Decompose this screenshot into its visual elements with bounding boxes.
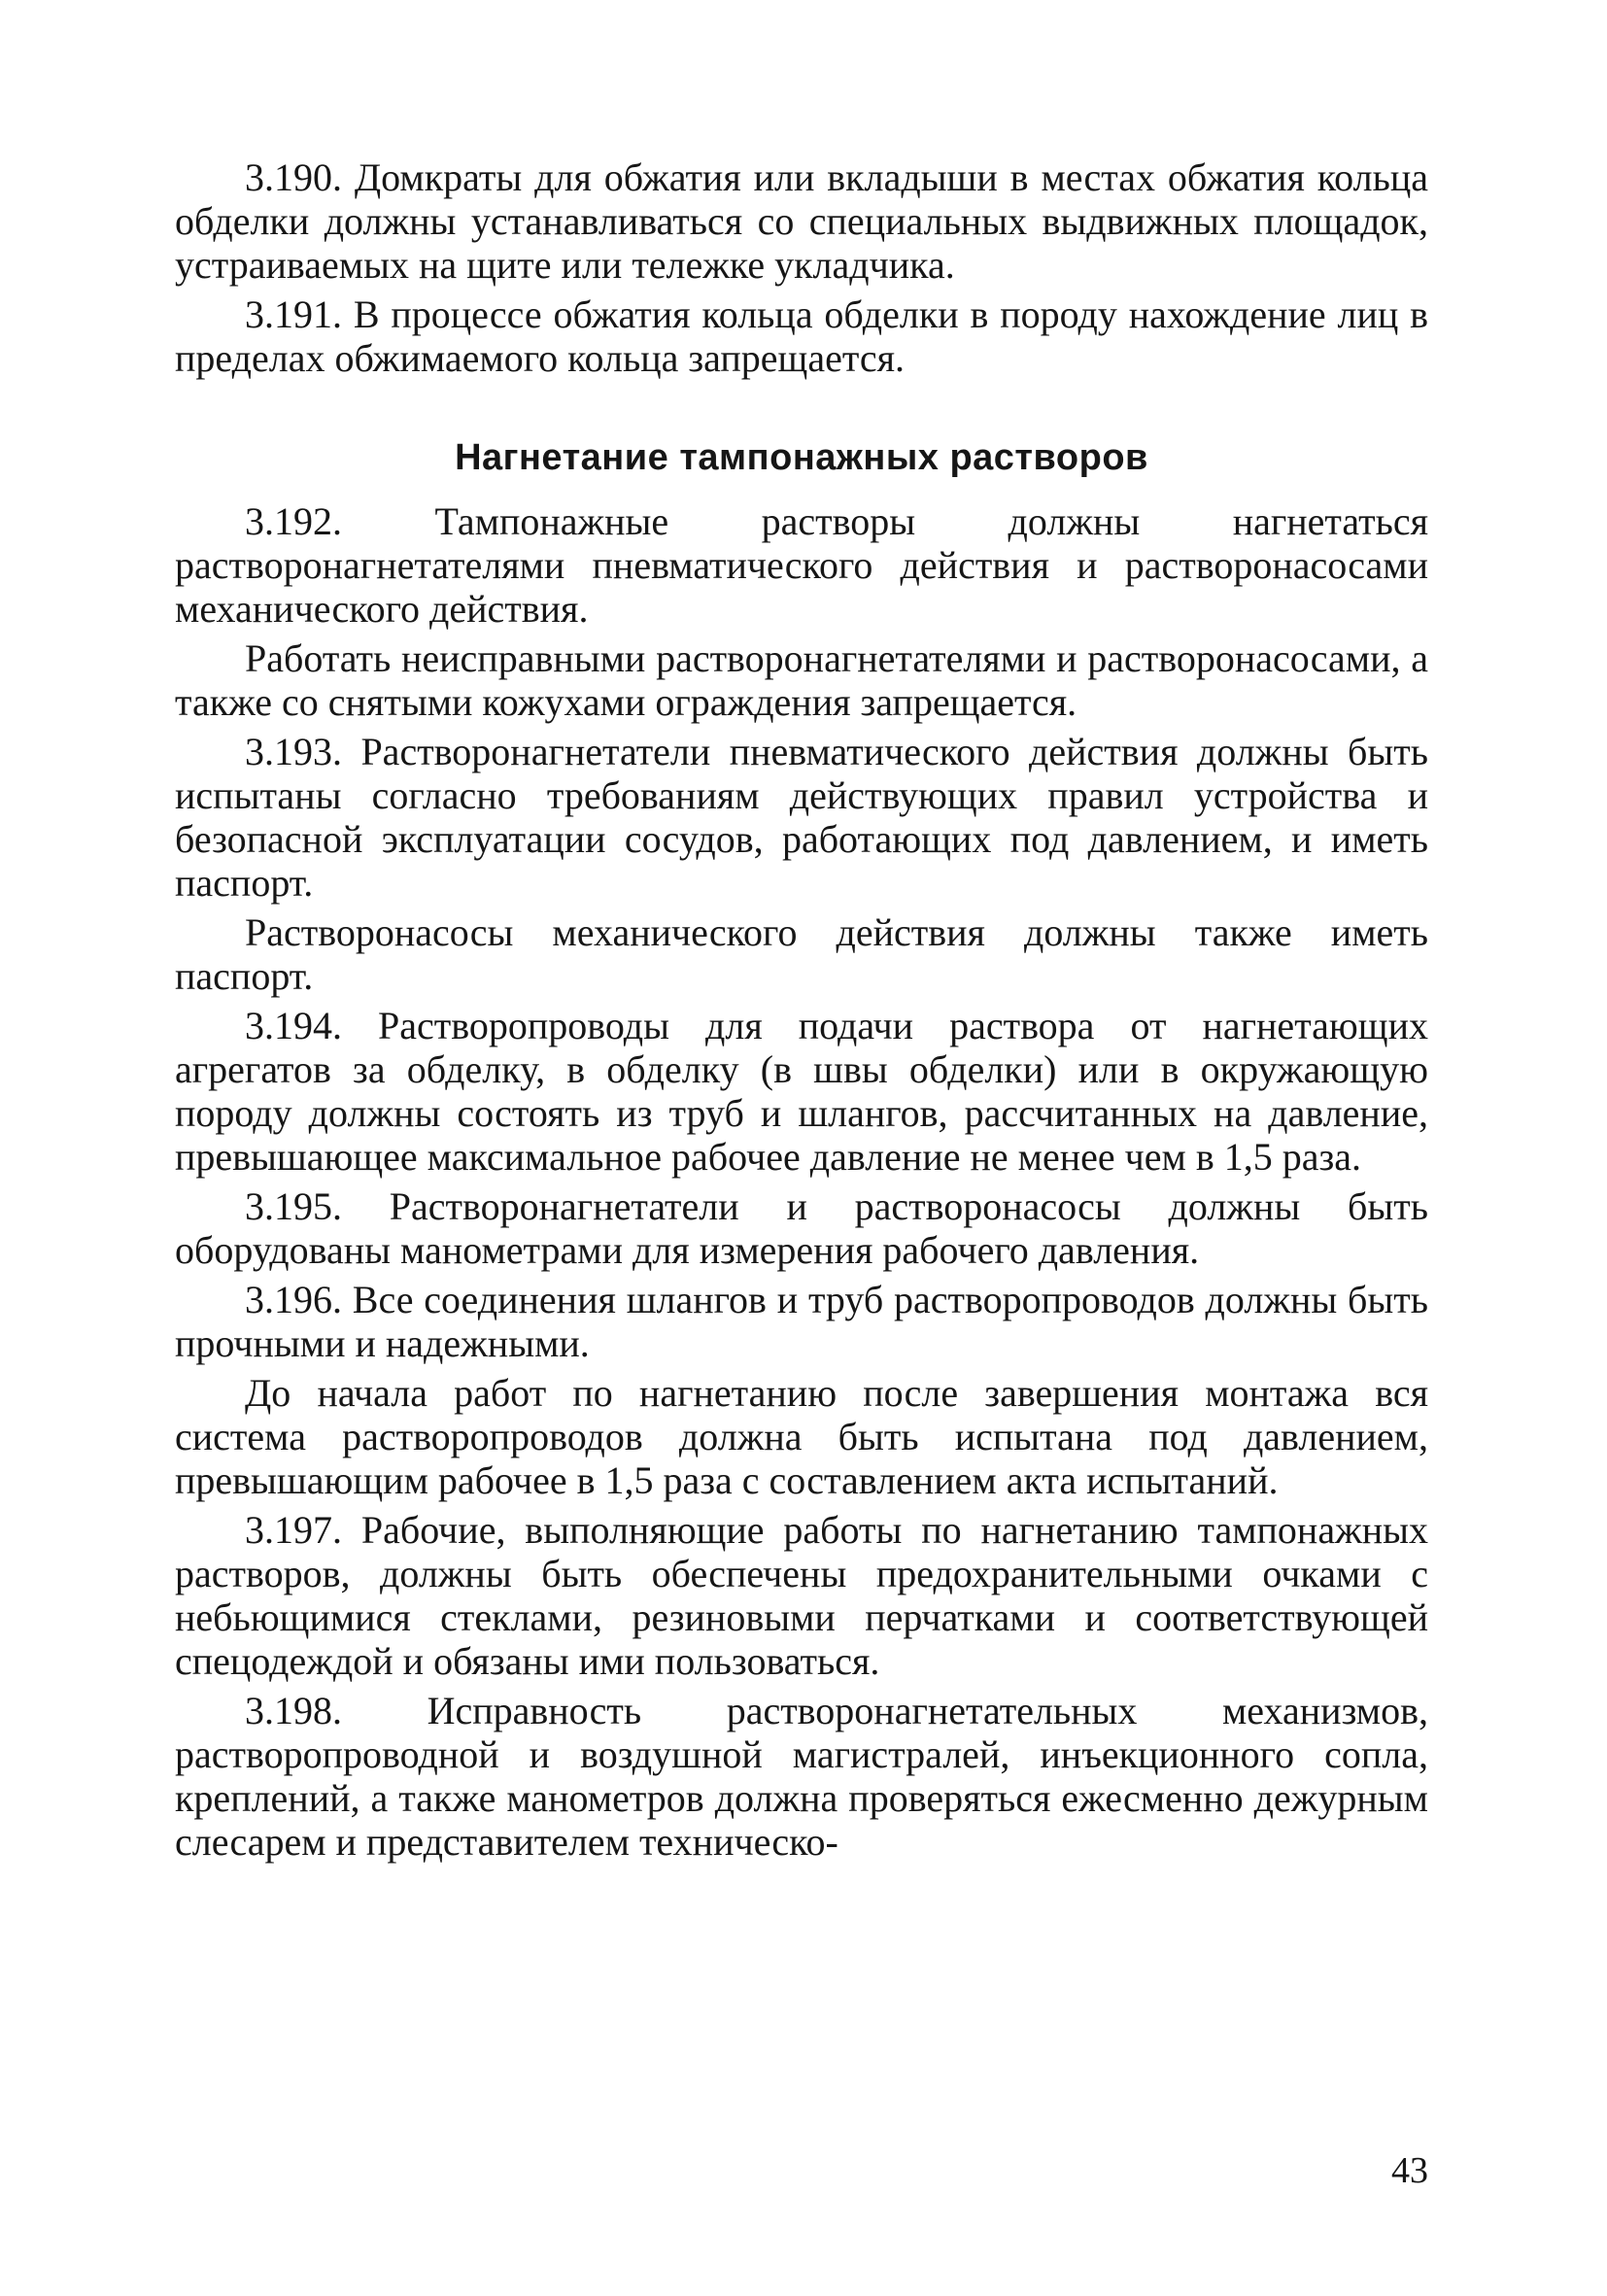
paragraph-3-198: 3.198. Исправность растворонагнетательных механизмов, растворопроводной и воздушной магистралей, инъекционного сопла, креплений, а также манометров должна проверяться ежесменно дежурным слесарем и представителем техническо- (175, 1689, 1428, 1864)
paragraph-3-193: 3.193. Растворонагнетатели пневматического действия должны быть испытаны согласно требованиям действующих правил устройства и безопасной эксплуатации сосудов, работающих под давлением, и иметь паспорт. (175, 730, 1428, 905)
paragraph-3-192-cont: Работать неисправными растворонагнетателями и растворонасосами, а также со снятыми кожухами ограждения запрещается. (175, 636, 1428, 724)
paragraph-3-192: 3.192. Тампонажные растворы должны нагнетаться растворонагнетателями пневматического действия и растворонасосами механического действия. (175, 499, 1428, 631)
section-heading: Нагнетание тампонажных растворов (455, 437, 1148, 478)
paragraph-3-194: 3.194. Растворопроводы для подачи раствора от нагнетающих агрегатов за обделку, в обделку (в швы обделки) или в окружающую породу должны состоять из труб и шлангов, рассчитанных на давление, превышающее максимальное рабочее давление не менее чем в 1,5 раза. (175, 1004, 1428, 1179)
paragraph-3-190: 3.190. Домкраты для обжатия или вкладыши в местах обжатия кольца обделки должны устанавливаться со специальных выдвижных площадок, устраиваемых на щите или тележке укладчика. (175, 155, 1428, 287)
paragraph-3-197: 3.197. Рабочие, выполняющие работы по нагнетанию тампонажных растворов, должны быть обеспечены предохранительными очками с небьющимися стеклами, резиновыми перчатками и соответствующей спецодеждой и обязаны ими пользоваться. (175, 1508, 1428, 1683)
paragraph-3-191: 3.191. В процессе обжатия кольца обделки в породу нахождение лиц в пределах обжимаемого кольца запрещается. (175, 292, 1428, 380)
paragraph-3-193-cont: Растворонасосы механического действия должны также иметь паспорт. (175, 910, 1428, 998)
paragraph-3-195: 3.195. Растворонагнетатели и растворонасосы должны быть оборудованы манометрами для измерения рабочего давления. (175, 1184, 1428, 1272)
paragraph-3-196: 3.196. Все соединения шлангов и труб растворопроводов должны быть прочными и надежными. (175, 1278, 1428, 1365)
page-number: 43 (1391, 2150, 1428, 2191)
page-body (175, 155, 1428, 1869)
paragraph-3-196-cont: До начала работ по нагнетанию после завершения монтажа вся система растворопроводов должна быть испытана под давлением, превышающим рабочее в 1,5 раза с составлением акта испытаний. (175, 1371, 1428, 1502)
